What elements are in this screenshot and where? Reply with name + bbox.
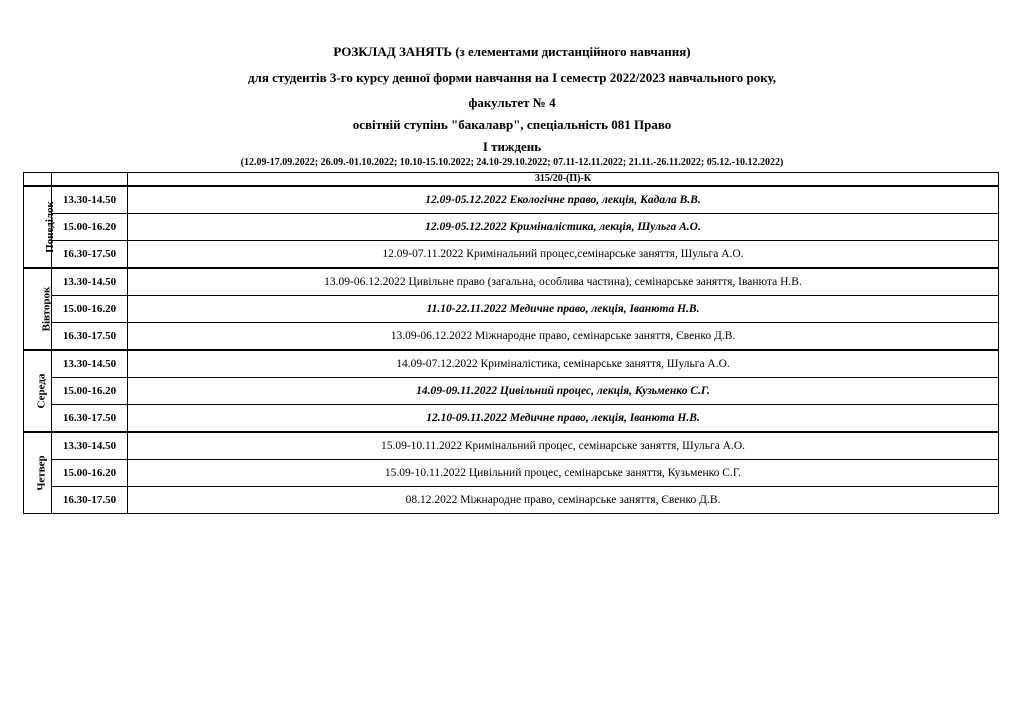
time-slot: 13.30-14.50 xyxy=(52,432,128,460)
group-code: 315/20-(П)-К xyxy=(128,173,999,187)
time-slot: 15.00-16.20 xyxy=(52,214,128,241)
table-row xyxy=(24,296,999,323)
table-row xyxy=(24,405,999,433)
time-slot: 15.00-16.20 xyxy=(52,296,128,323)
lesson-cell: 11.10-22.11.2022 Медичне право, лекція, Іванюта Н.В. xyxy=(128,296,999,323)
time-slot: 16.30-17.50 xyxy=(52,241,128,269)
table-row xyxy=(24,378,999,405)
day-name: Вівторок xyxy=(40,286,53,332)
schedule-table xyxy=(23,172,999,514)
table-row xyxy=(24,214,999,241)
time-slot: 15.00-16.20 xyxy=(52,460,128,487)
lesson-cell: 12.09-07.11.2022 Кримінальний процес,семінарське заняття, Шульга А.О. xyxy=(128,241,999,269)
date-ranges-line: (12.09-17.09.2022; 26.09.-01.10.2022; 10.10-15.10.2022; 24.10-29.10.2022; 07.11-12.11.2022; 21.11.-26.11.2022; 05.12.-10.12.2022) xyxy=(240,157,784,168)
lesson-cell: 14.09-09.11.2022 Цивільний процес, лекція, Кузьменко С.Г. xyxy=(128,378,999,405)
table-row xyxy=(24,186,999,214)
day-label xyxy=(24,268,52,350)
faculty-line: факультет № 4 xyxy=(468,95,556,110)
empty-corner-cell xyxy=(24,173,52,187)
lesson-cell: 15.09-10.11.2022 Цивільний процес, семінарське заняття, Кузьменко С.Г. xyxy=(128,460,999,487)
lesson-cell: 14.09-07.12.2022 Криміналістика, семінарське заняття, Шульга А.О. xyxy=(128,350,999,378)
lesson-cell: 08.12.2022 Міжнародне право, семінарське заняття, Євенко Д.В. xyxy=(128,487,999,514)
table-row xyxy=(24,432,999,460)
time-slot: 13.30-14.50 xyxy=(52,350,128,378)
title-line-2: для студентів 3-го курсу денної форми навчання на І семестр 2022/2023 навчального року, xyxy=(247,70,776,85)
day-label xyxy=(24,432,52,514)
time-slot: 16.30-17.50 xyxy=(52,405,128,433)
day-label xyxy=(24,186,56,268)
table-row xyxy=(24,323,999,351)
degree-line: освітній ступінь "бакалавр", спеціальність 081 Право xyxy=(352,117,672,132)
group-header-row xyxy=(24,173,999,187)
day-name: Четвер xyxy=(35,455,48,491)
week-line: І тиждень xyxy=(482,139,542,154)
lesson-cell: 13.09-06.12.2022 Цивільне право (загальна, особлива частина), семінарське заняття, Іванюта Н.В. xyxy=(128,268,999,296)
table-row xyxy=(24,241,999,269)
lesson-cell: 15.09-10.11.2022 Кримінальний процес, семінарське заняття, Шульга А.О. xyxy=(128,432,999,460)
lesson-cell: 12.10-09.11.2022 Медичне право, лекція, Іванюта Н.В. xyxy=(128,405,999,433)
lesson-cell: 13.09-06.12.2022 Міжнародне право, семінарське заняття, Євенко Д.В. xyxy=(128,323,999,351)
empty-time-header-cell xyxy=(52,173,128,187)
day-label xyxy=(24,350,52,432)
time-slot: 13.30-14.50 xyxy=(52,268,128,296)
time-slot: 16.30-17.50 xyxy=(52,487,128,514)
day-name: Понеділок xyxy=(43,201,56,253)
time-slot: 13.30-14.50 xyxy=(52,186,128,214)
day-name: Середа xyxy=(35,373,48,409)
lesson-cell: 12.09-05.12.2022 Криміналістика, лекція, Шульга А.О. xyxy=(128,214,999,241)
table-row xyxy=(24,268,999,296)
table-row xyxy=(24,487,999,514)
lesson-cell: 12.09-05.12.2022 Екологічне право, лекція, Кадала В.В. xyxy=(128,186,999,214)
table-row xyxy=(24,460,999,487)
time-slot: 16.30-17.50 xyxy=(52,323,128,351)
time-slot: 15.00-16.20 xyxy=(52,378,128,405)
title-line-1: РОЗКЛАД ЗАНЯТЬ (з елементами дистанційного навчання) xyxy=(333,44,691,59)
table-row xyxy=(24,350,999,378)
